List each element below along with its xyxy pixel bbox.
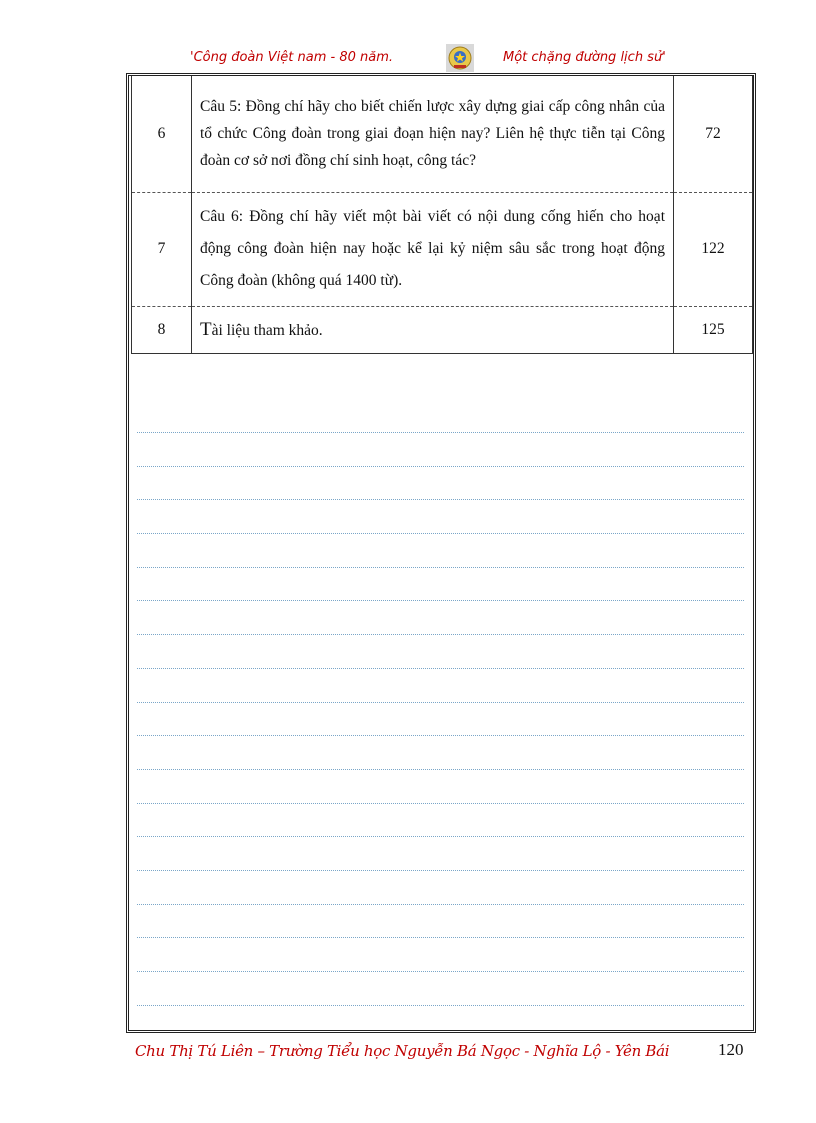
page-footer: [135, 1040, 755, 1066]
writing-line: [137, 769, 744, 803]
writing-line: [137, 803, 744, 837]
row-text: Câu 5: Đồng chí hãy cho biết chiến lược xây dựng giai cấp công nhân của tổ chức Công đoàn trong giai đoạn hiện nay? Liên hệ thực tiễn tại Công đoàn cơ sở nơi đồng chí sinh hoạt, công tác?: [192, 76, 674, 192]
writing-line: [137, 600, 744, 634]
row-number: 6: [132, 76, 192, 192]
row-page: 122: [674, 192, 753, 306]
writing-line: [137, 533, 744, 567]
writing-line: [137, 432, 744, 466]
writing-line: [137, 870, 744, 904]
writing-line: [137, 971, 744, 1005]
writing-line: [137, 735, 744, 769]
table-row: [132, 76, 753, 192]
writing-line: [137, 634, 744, 668]
table-row: [132, 306, 753, 353]
writing-lines: [137, 432, 744, 1038]
row-text-rest: ài liệu tham khảo.: [211, 321, 323, 339]
writing-line: [137, 904, 744, 938]
row-text: [192, 306, 674, 353]
author-signature: Chu Thị Tú Liên – Trường Tiểu học Nguyễn Bá Ngọc - Nghĩa Lộ - Yên Bái: [135, 1042, 670, 1060]
table-row: [132, 192, 753, 306]
writing-line: [137, 668, 744, 702]
row-page: 72: [674, 76, 753, 192]
writing-line: [137, 567, 744, 601]
writing-line: [137, 702, 744, 736]
header-right-text: Một chặng đường lịch sử': [503, 50, 666, 65]
writing-line: [137, 836, 744, 870]
writing-line: [137, 466, 744, 500]
row-text-initial: T: [200, 318, 212, 340]
table-of-contents: [131, 76, 753, 354]
row-page: 125: [674, 306, 753, 353]
trade-union-emblem-icon: [446, 44, 474, 72]
writing-line: [137, 1005, 744, 1039]
writing-line: [137, 937, 744, 971]
page-number: 120: [718, 1040, 744, 1059]
writing-line: [137, 499, 744, 533]
header-left-text: 'Công đoàn Việt nam - 80 năm.: [190, 50, 394, 65]
page-header: [0, 44, 816, 74]
row-number: 8: [132, 306, 192, 353]
row-number: 7: [132, 192, 192, 306]
row-text: Câu 6: Đồng chí hãy viết một bài viết có nội dung cống hiến cho hoạt động công đoàn hiện nay hoặc kể lại kỷ niệm sâu sắc trong hoạt động Công đoàn (không quá 1400 từ).: [192, 192, 674, 306]
